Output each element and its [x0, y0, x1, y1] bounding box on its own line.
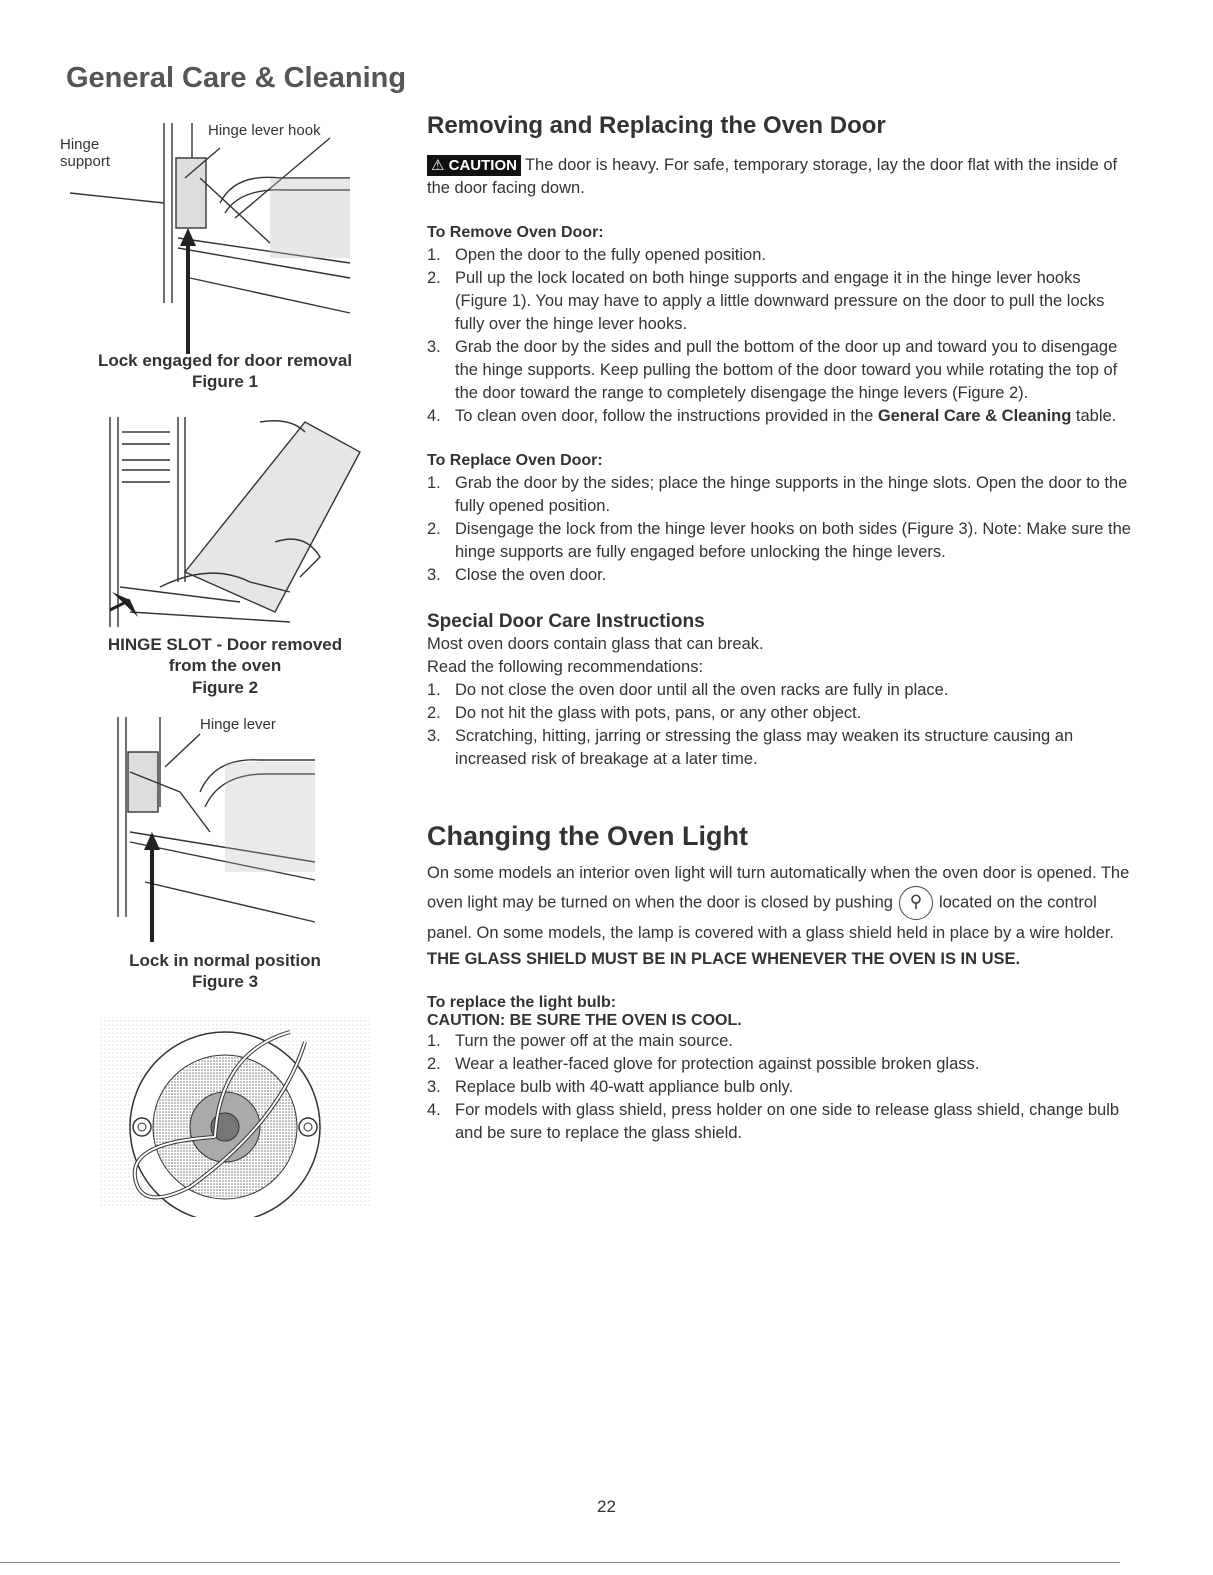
list-item: 3. Grab the door by the sides and pull the bottom of the door up and toward you to disengage the hinge supports. Keep pulling the bottom of the door toward you while rotating the top of the door toward the range to completely disengage the hinge levers (Figure 2). [427, 338, 1118, 402]
list-item: 3. Replace bulb with 40-watt appliance bulb only. [427, 1078, 794, 1096]
caution-text: The door is heavy. For safe, temporary storage, lay the door flat with the inside of the door facing down. [427, 156, 1118, 197]
bulb-caution: CAUTION: BE SURE THE OVEN IS COOL. [427, 1012, 742, 1029]
bottom-divider [0, 1562, 1120, 1563]
remove-steps [427, 244, 1133, 428]
remove-door-heading: To Remove Oven Door: [427, 224, 604, 241]
figure-3 [60, 712, 390, 1002]
figure-1-number: Figure 1 [191, 372, 259, 392]
main-content [427, 112, 1133, 1145]
figure-4 [60, 1012, 390, 1222]
glass-shield-warning: THE GLASS SHIELD MUST BE IN PLACE WHENEVER THE OVEN IS IN USE. [427, 950, 1021, 968]
replace-bulb-heading: To replace the light bulb: [427, 994, 617, 1011]
page-title: General Care & Cleaning [66, 62, 407, 94]
light-bulb-icon: ⚲ [899, 886, 933, 920]
list-item: 4. For models with glass shield, press holder on one side to release glass shield, change bulb and be sure to replace the glass shield. [427, 1101, 1120, 1142]
caution-paragraph [427, 154, 1133, 200]
special-intro-2: Read the following recommendations: [427, 658, 704, 676]
figure-3-number: Figure 3 [191, 972, 259, 992]
figure-2-caption: HINGE SLOT - Door removed [107, 635, 343, 654]
caution-badge: ⚠ CAUTION [427, 155, 521, 176]
page-number: 22 [597, 1497, 616, 1516]
special-intro: Most oven doors contain glass that can break. [427, 635, 764, 653]
oven-light-heading: Changing the Oven Light [427, 821, 748, 851]
figure-2-number: Figure 2 [191, 677, 259, 697]
oven-light-illustration [60, 1012, 390, 1217]
list-item: 3. Scratching, hitting, jarring or stressing the glass may weaken its structure causing an increased risk of breakage at a later time. [427, 727, 1074, 768]
list-item: 1. Do not close the oven door until all the oven racks are fully in place. [427, 681, 949, 699]
replace-steps [427, 472, 1133, 587]
hinge-support-label: Hinge support [60, 136, 111, 171]
hinge-lever-hook-label: Hinge lever hook [208, 122, 321, 139]
bulb-steps [427, 1030, 1133, 1145]
replace-door-heading: To Replace Oven Door: [427, 452, 603, 469]
special-care-heading: Special Door Care Instructions [427, 611, 705, 632]
figure-2 [60, 412, 390, 712]
list-item: 1. Grab the door by the sides; place the hinge supports in the hinge slots. Open the door to the fully opened position. [427, 474, 1128, 515]
list-item: 2. Disengage the lock from the hinge lever hooks on both sides (Figure 3). Note: Make sure the hinge supports are fully engaged before unlocking the hinge levers. [427, 520, 1131, 561]
list-item: 2. Wear a leather-faced glove for protection against possible broken glass. [427, 1055, 980, 1073]
figure-3-caption: Lock in normal position [129, 951, 321, 970]
hinge-slot-illustration [60, 412, 390, 637]
list-item: 1. Turn the power off at the main source. [427, 1032, 733, 1050]
list-item: 2. Pull up the lock located on both hinge supports and engage it in the hinge lever hooks (Figure 1). You may have to apply a little downward pressure on the door to pull the locks fully over the hinge lever hooks. [427, 269, 1105, 333]
lock-normal-illustration [60, 712, 390, 942]
figure-1-caption: Lock engaged for door removal [97, 351, 353, 370]
special-steps [427, 679, 1133, 771]
list-item: 1. Open the door to the fully opened position. [427, 246, 766, 264]
list-item: 4. To clean oven door, follow the instructions provided in the General Care & Cleaning table. [427, 407, 1117, 425]
hinge-lever-label: Hinge lever [200, 716, 276, 733]
figure-1 [60, 118, 390, 408]
figure-2-caption-line2: from the oven [168, 656, 282, 676]
list-item: 3. Close the oven door. [427, 566, 607, 584]
door-heading: Removing and Replacing the Oven Door [427, 112, 886, 139]
list-item: 2. Do not hit the glass with pots, pans, or any other object. [427, 704, 862, 722]
oven-light-paragraph: On some models an interior oven light will turn automatically when the oven door is opened. The oven light may be turned on when the door is closed by pushing ⚲ located on the control panel. On some models, the lamp is covered with a glass shield held in place by a wire holder. THE GLASS SHIELD MUST BE IN PLACE WHENEVER THE OVEN IS IN USE. [427, 864, 1130, 968]
